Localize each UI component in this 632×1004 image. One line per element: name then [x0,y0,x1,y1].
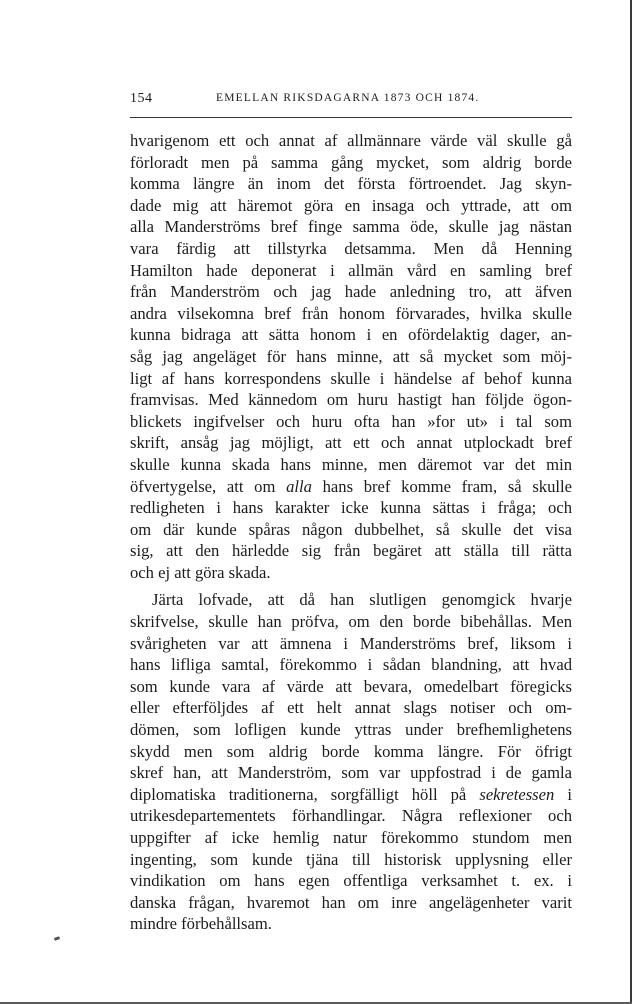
italic-word: alla [286,476,312,496]
text-line: redligheten i hans karakter icke kunna sättas i fråga; och [130,498,572,518]
text-line: Hamilton hade deponerat i allmän vård en samling bref [130,260,572,280]
text-line: framvisas. Med kännedom om huru hastigt han följde ögon- [130,390,572,410]
text-line: dömen, som lofligen kunde yttras under brefhemlighetens [130,720,572,740]
paragraph-1 [130,130,572,583]
running-title: EMELLAN RIKSDAGARNA 1873 OCH 1874. [216,92,480,104]
text-line: svårigheten var att ämnena i Manderströms bref, liksom i [130,633,572,653]
text-line: eller efterföljdes af ett helt annat slags notiser och om- [130,698,572,718]
text-line: danska frågan, hvaremot han om inre angelägenheter varit [130,892,572,912]
text-line: hvarigenom ett och annat af allmännare värde väl skulle gå [130,131,572,150]
paragraph-2 [130,589,572,935]
text-line: Järta lofvade, att då han slutligen genomgick hvarje [152,590,572,610]
text-line: skrifvelse, skulle han pröfva, om den borde bibehållas. Men [130,612,572,632]
text-line: ingenting, som kunde tjäna till historisk upplysning eller [130,849,572,869]
text-line: skydd men som aldrig borde komma längre. För öfrigt [130,741,572,761]
text-line: utrikesdepartementets förhandlingar. Några reflexioner och [130,806,572,826]
text-line: uppgifter af icke hemlig natur förekommo stundom men [130,828,572,847]
italic-word: sekretessen [479,784,555,804]
text-line [130,476,572,498]
text-line: andra vilsekomna bref från honom förvarades, hvilka skulle [130,303,572,323]
text-line: såg jag angeläget för hans minne, att så mycket som möj- [130,346,572,366]
text-line: från Manderström och jag hade anledning tro, att äfven [130,282,572,302]
text-line: förloradt men på samma gång mycket, som aldrig borde [130,152,572,172]
text-line: blickets ingifvelser och huru ofta han »for ut» i tal som [130,411,572,431]
text-segment: öfvertygelse, att om [130,476,287,496]
text-line: mindre förbehållsam. [130,914,272,934]
text-line: skref han, att Manderström, som var uppfostrad i de gamla [130,763,572,783]
text-segment: i [554,784,572,804]
text-line [130,784,572,806]
header-rule [130,117,572,118]
page-header [130,91,572,111]
ink-speck [54,936,61,941]
text-segment: diplomatiska traditionerna, sorgfälligt höll på [130,784,480,804]
text-line: komma längre än inom det första förtroendet. Jag skyn- [130,174,572,194]
text-line: dade mig att häremot göra en insaga och yttrade, att om [130,195,572,215]
text-line: kunna bidraga att sätta honom i en ofördelaktig dager, an- [130,325,572,345]
text-line: och ej att göra skada. [130,562,271,582]
text-line: hans lifliga samtal, förekommo i sådan blandning, att hvad [130,655,572,675]
page-number: 154 [130,91,153,106]
text-line: om där kunde spåras någon dubbelhet, så skulle det visa [130,519,572,539]
text-line: ligt af hans korrespondens skulle i händelse af behof kunna [130,368,572,388]
body-text [130,130,572,935]
text-line: som kunde vara af värde att bevara, omedelbart föregicks [130,676,572,696]
text-line: sig, att den härledde sig från begäret att ställa till rätta [130,541,572,561]
text-line: skrift, ansåg jag möjligt, att ett och annat utplockadt bref [130,433,572,453]
text-line: vindikation om hans egen offentliga verksamhet t. ex. i [130,871,572,891]
text-segment: hans bref komme fram, så skulle [311,476,572,496]
text-line: skulle kunna skada hans minne, men däremot var det min [130,454,572,474]
text-line: alla Manderströms bref finge samma öde, skulle jag nästan [130,217,572,237]
text-line: vara färdig att tillstyrka detsamma. Men då Henning [130,238,572,258]
